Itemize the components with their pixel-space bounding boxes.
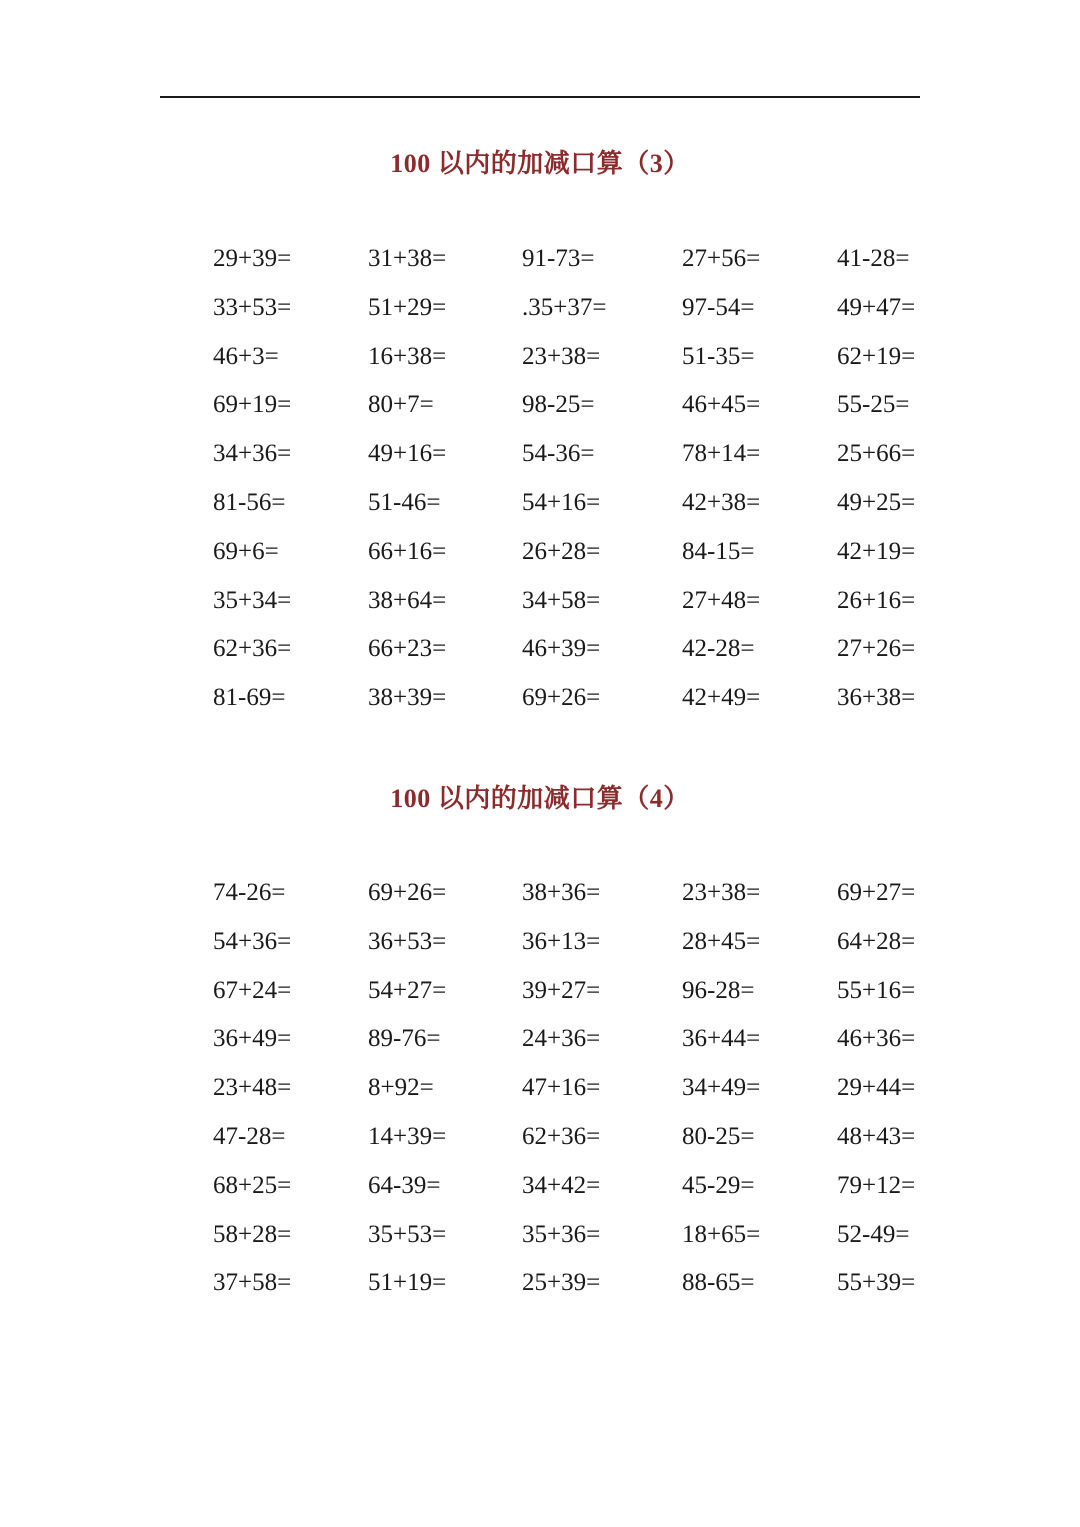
arithmetic-problem: 91-73= — [522, 245, 595, 272]
arithmetic-problem: 35+53= — [368, 1221, 447, 1248]
arithmetic-problem: 96-28= — [682, 977, 755, 1004]
arithmetic-problem: 52-49= — [837, 1221, 910, 1248]
arithmetic-problem: 16+38= — [368, 343, 447, 370]
arithmetic-problem: 38+64= — [368, 587, 447, 614]
arithmetic-problem: 84-15= — [682, 538, 755, 565]
arithmetic-problem: 55+39= — [837, 1269, 916, 1296]
arithmetic-problem: 97-54= — [682, 294, 755, 321]
arithmetic-problem: 62+36= — [213, 635, 292, 662]
arithmetic-problem: 42+19= — [837, 538, 916, 565]
arithmetic-problem: 36+53= — [368, 928, 447, 955]
arithmetic-problem: 66+23= — [368, 635, 447, 662]
arithmetic-problem: .35+37= — [522, 294, 607, 321]
arithmetic-problem: 36+13= — [522, 928, 601, 955]
arithmetic-problem: 36+38= — [837, 684, 916, 711]
arithmetic-problem: 66+16= — [368, 538, 447, 565]
arithmetic-problem: 89-76= — [368, 1025, 441, 1052]
arithmetic-problem: 35+34= — [213, 587, 292, 614]
arithmetic-problem: 42+38= — [682, 489, 761, 516]
arithmetic-problem: 98-25= — [522, 391, 595, 418]
arithmetic-problem: 88-65= — [682, 1269, 755, 1296]
arithmetic-problem: 36+44= — [682, 1025, 761, 1052]
arithmetic-problem: 23+38= — [682, 879, 761, 906]
arithmetic-problem: 14+39= — [368, 1123, 447, 1150]
arithmetic-problem: 41-28= — [837, 245, 910, 272]
arithmetic-problem: 27+48= — [682, 587, 761, 614]
arithmetic-problem: 27+26= — [837, 635, 916, 662]
arithmetic-problem: 24+36= — [522, 1025, 601, 1052]
arithmetic-problem: 46+39= — [522, 635, 601, 662]
arithmetic-problem: 23+38= — [522, 343, 601, 370]
arithmetic-problem: 81-56= — [213, 489, 286, 516]
arithmetic-problem: 55+16= — [837, 977, 916, 1004]
arithmetic-problem: 55-25= — [837, 391, 910, 418]
arithmetic-problem: 26+16= — [837, 587, 916, 614]
arithmetic-problem: 69+19= — [213, 391, 292, 418]
arithmetic-problem: 45-29= — [682, 1172, 755, 1199]
arithmetic-problem: 54+16= — [522, 489, 601, 516]
arithmetic-problem: 49+47= — [837, 294, 916, 321]
arithmetic-problem: 62+36= — [522, 1123, 601, 1150]
arithmetic-problem: 79+12= — [837, 1172, 916, 1199]
arithmetic-problem: 23+48= — [213, 1074, 292, 1101]
arithmetic-problem: 58+28= — [213, 1221, 292, 1248]
arithmetic-problem: 18+65= — [682, 1221, 761, 1248]
arithmetic-problem: 78+14= — [682, 440, 761, 467]
arithmetic-problem: 38+36= — [522, 879, 601, 906]
arithmetic-problem: 28+45= — [682, 928, 761, 955]
arithmetic-problem: 25+39= — [522, 1269, 601, 1296]
section-title-3: 100 以内的加减口算（3） — [390, 149, 690, 178]
arithmetic-problem: 34+42= — [522, 1172, 601, 1199]
arithmetic-problem: 69+6= — [213, 538, 279, 565]
arithmetic-problem: 27+56= — [682, 245, 761, 272]
arithmetic-problem: 47+16= — [522, 1074, 601, 1101]
arithmetic-problem: 68+25= — [213, 1172, 292, 1199]
arithmetic-problem: 42+49= — [682, 684, 761, 711]
arithmetic-problem: 29+44= — [837, 1074, 916, 1101]
arithmetic-problem: 42-28= — [682, 635, 755, 662]
arithmetic-problem: 25+66= — [837, 440, 916, 467]
arithmetic-problem: 69+27= — [837, 879, 916, 906]
top-divider-line — [160, 96, 920, 98]
arithmetic-problem: 48+43= — [837, 1123, 916, 1150]
arithmetic-problem: 80-25= — [682, 1123, 755, 1150]
arithmetic-problem: 80+7= — [368, 391, 434, 418]
arithmetic-problem: 74-26= — [213, 879, 286, 906]
arithmetic-problem: 49+25= — [837, 489, 916, 516]
arithmetic-problem: 35+36= — [522, 1221, 601, 1248]
arithmetic-problem: 51+19= — [368, 1269, 447, 1296]
arithmetic-problem: 8+92= — [368, 1074, 434, 1101]
arithmetic-problem: 67+24= — [213, 977, 292, 1004]
arithmetic-problem: 34+49= — [682, 1074, 761, 1101]
arithmetic-problem: 54+27= — [368, 977, 447, 1004]
arithmetic-problem: 51+29= — [368, 294, 447, 321]
arithmetic-problem: 47-28= — [213, 1123, 286, 1150]
arithmetic-problem: 29+39= — [213, 245, 292, 272]
arithmetic-problem: 46+36= — [837, 1025, 916, 1052]
arithmetic-problem: 64-39= — [368, 1172, 441, 1199]
arithmetic-problem: 54+36= — [213, 928, 292, 955]
arithmetic-problem: 46+45= — [682, 391, 761, 418]
arithmetic-problem: 69+26= — [368, 879, 447, 906]
arithmetic-problem: 34+58= — [522, 587, 601, 614]
arithmetic-problem: 34+36= — [213, 440, 292, 467]
arithmetic-problem: 69+26= — [522, 684, 601, 711]
arithmetic-problem: 64+28= — [837, 928, 916, 955]
arithmetic-problem: 31+38= — [368, 245, 447, 272]
arithmetic-problem: 54-36= — [522, 440, 595, 467]
section-title-4: 100 以内的加减口算（4） — [390, 784, 690, 813]
arithmetic-problem: 26+28= — [522, 538, 601, 565]
arithmetic-problem: 81-69= — [213, 684, 286, 711]
arithmetic-problem: 51-35= — [682, 343, 755, 370]
arithmetic-problem: 46+3= — [213, 343, 279, 370]
arithmetic-problem: 36+49= — [213, 1025, 292, 1052]
arithmetic-problem: 33+53= — [213, 294, 292, 321]
arithmetic-problem: 38+39= — [368, 684, 447, 711]
arithmetic-problem: 51-46= — [368, 489, 441, 516]
arithmetic-problem: 39+27= — [522, 977, 601, 1004]
arithmetic-problem: 49+16= — [368, 440, 447, 467]
arithmetic-problem: 37+58= — [213, 1269, 292, 1296]
arithmetic-problem: 62+19= — [837, 343, 916, 370]
